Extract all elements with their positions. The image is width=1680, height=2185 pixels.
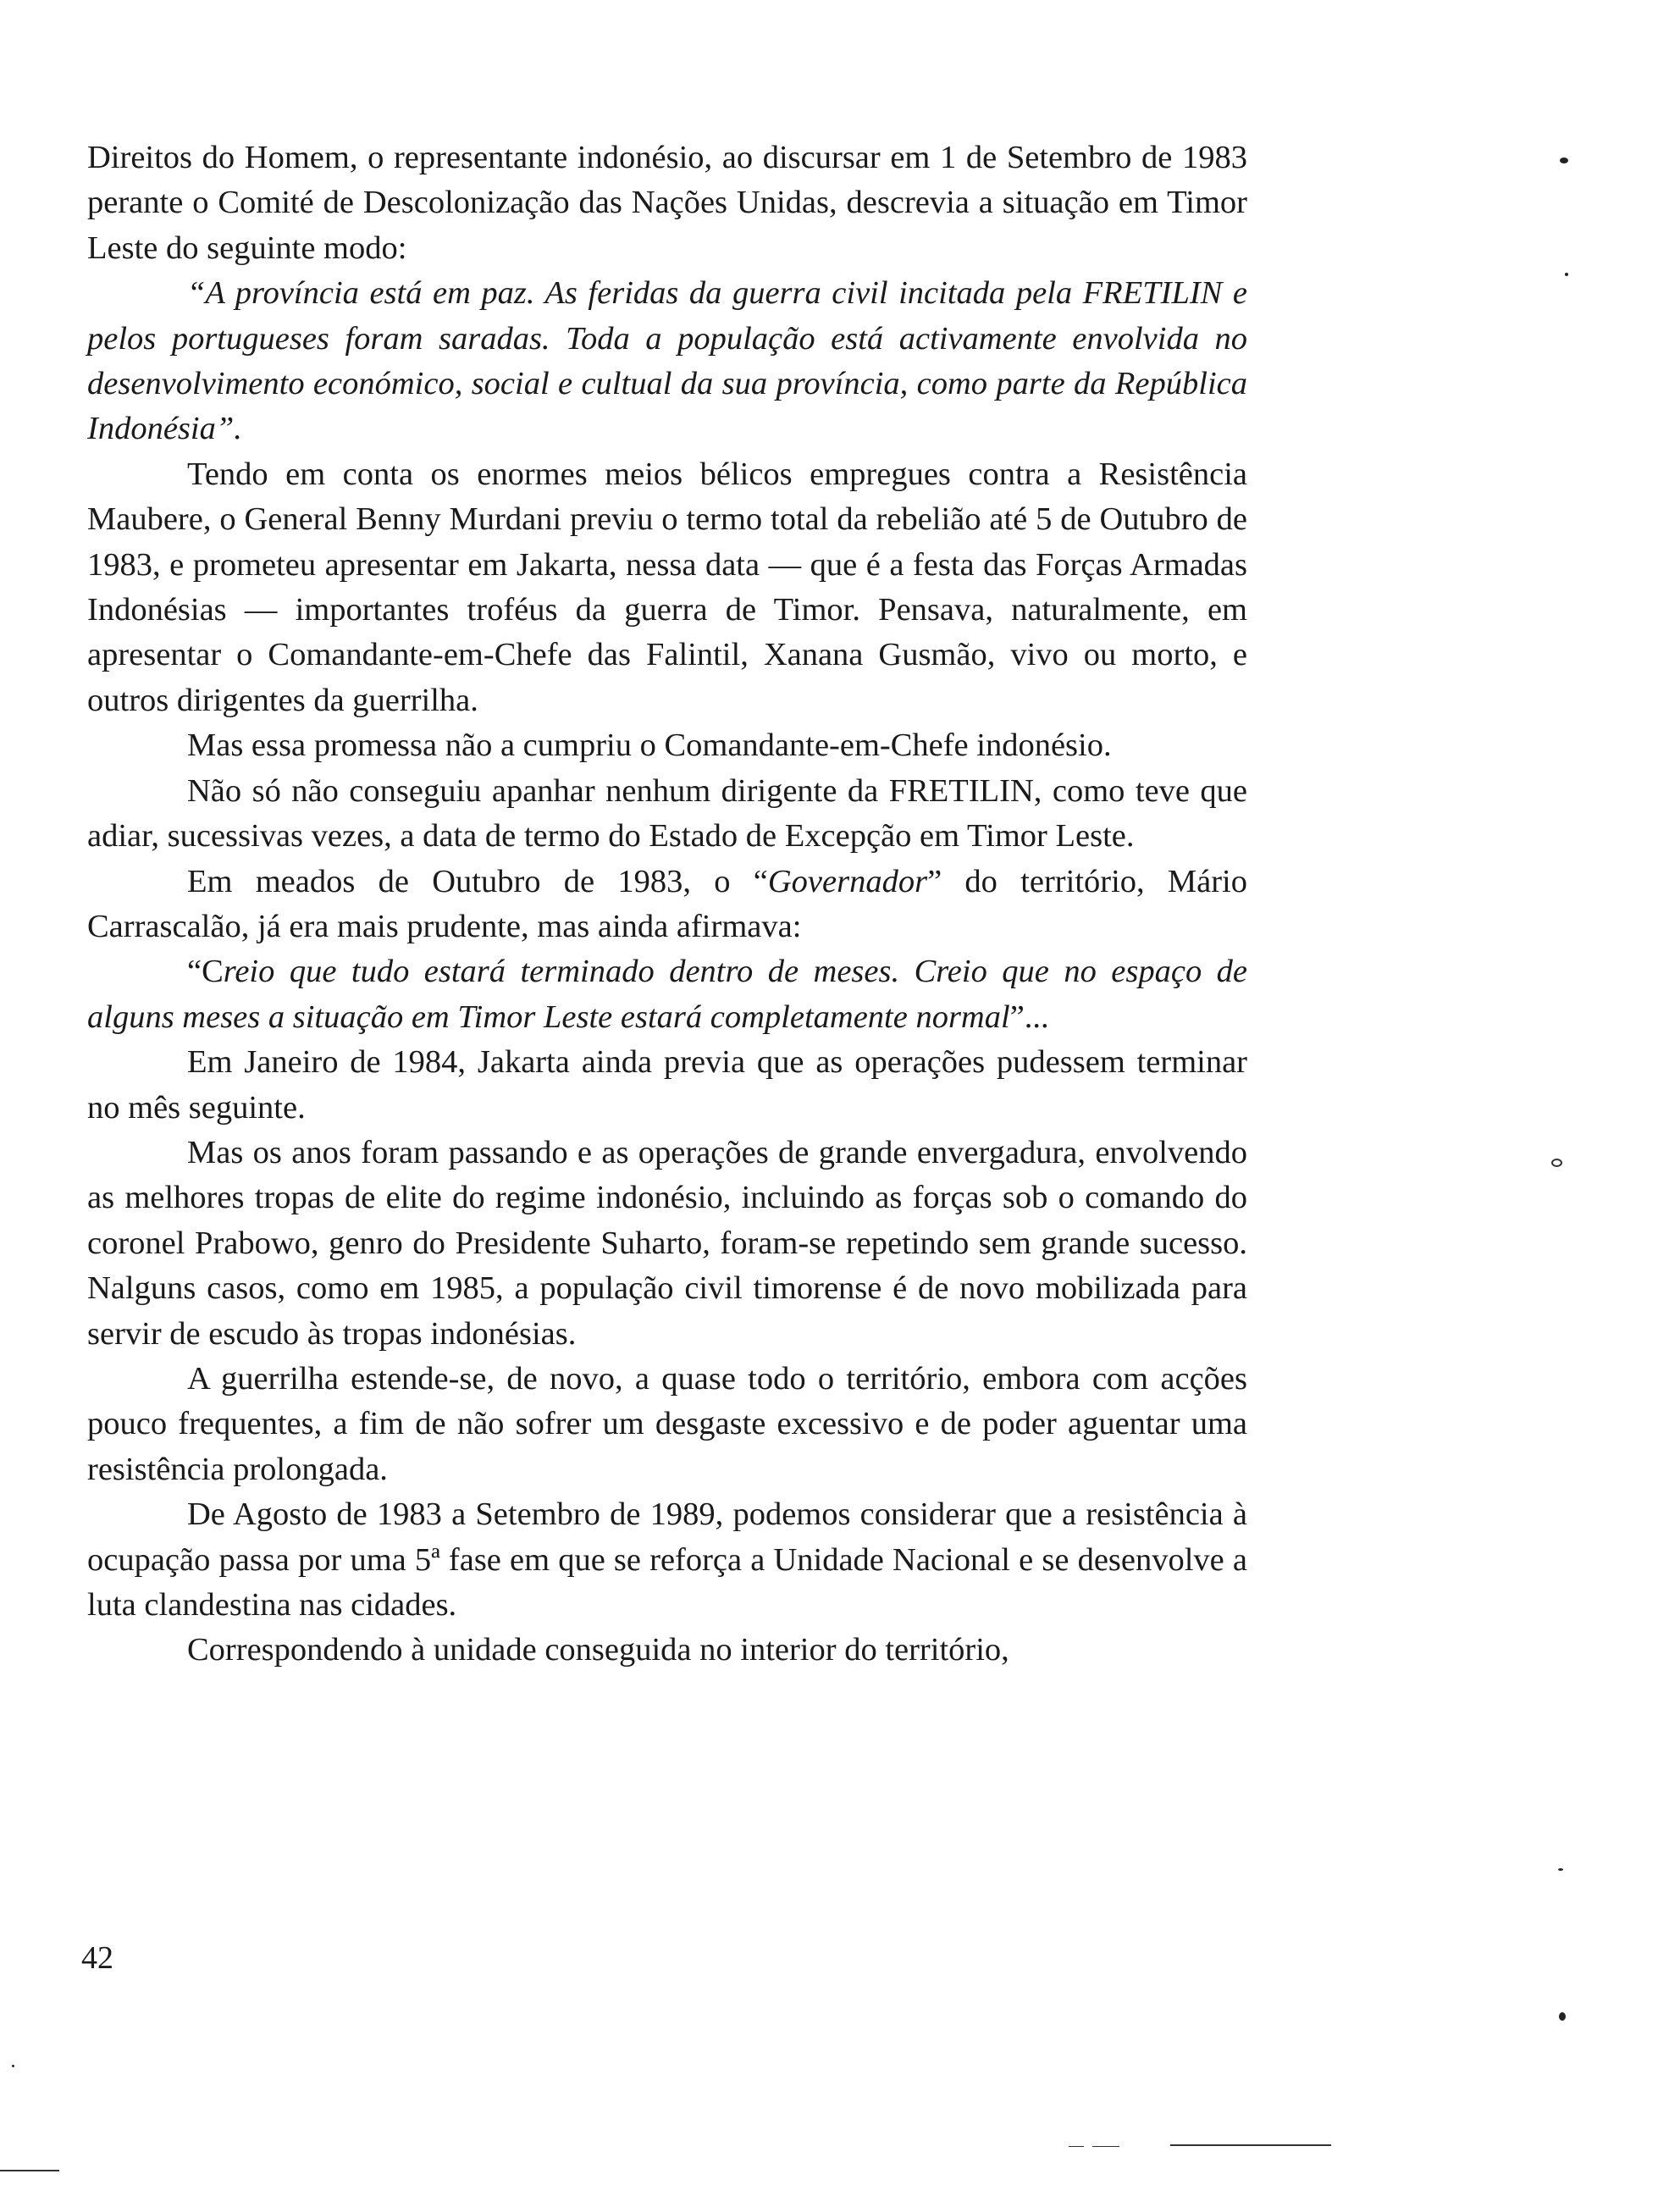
governor-text-after: ” do território, Mário Carrascalão, já era mais prudente, mas ainda afirmava: (87, 863, 1248, 944)
paragraph-promise: Mas essa promessa não a cumpriu o Comandante-em-Chefe indonésio. (187, 727, 1112, 764)
governor-text-before: Em meados de Outubro de 1983, o “ (187, 863, 768, 899)
quotation-indonesian-representative: “A província está em paz. As feridas da guerra civil incitada pela FRETILIN e pelos portugueses foram saradas. Toda a população está activamente envolvida no desenvolvimento económico, social e cultual da sua província, como parte da República Indonésia”. (87, 275, 1247, 447)
scan-speck (1551, 1159, 1562, 1167)
paragraph-fretilin-leaders: Não só não conseguiu apanhar nenhum dirigente da FRETILIN, como teve que adiar, sucessivas vezes, a data de termo do Estado de Excepção em Timor Leste. (87, 772, 1247, 855)
scan-speck (1565, 273, 1568, 276)
paragraph-governor (87, 860, 1247, 950)
scan-edge-line (0, 2170, 59, 2171)
paragraph-january-1984: Em Janeiro de 1984, Jakarta ainda previa que as operações pudessem terminar no mês seguinte. (87, 1044, 1247, 1126)
body-text (87, 136, 1247, 1673)
scan-edge-line (1069, 2146, 1084, 2147)
scan-speck (12, 2065, 14, 2067)
paragraph-continuation: Direitos do Homem, o representante indonésio, ao discursar em 1 de Setembro de 1983 perante o Comité de Descolonização das Nações Unidas, descrevia a situação em Timor Leste do seguinte modo: (87, 140, 1247, 266)
page-number: 42 (81, 1940, 113, 1976)
quote-close: ”... (1009, 998, 1049, 1035)
scan-speck (1558, 1868, 1563, 1871)
paragraph-unity: Correspondendo à unidade conseguida no interior do território, (187, 1632, 1009, 1668)
quote-open: “C (187, 954, 224, 990)
scan-speck (1560, 158, 1568, 163)
paragraph-fifth-phase: De Agosto de 1983 a Setembro de 1989, podemos considerar que a resistência à ocupação passa por uma 5ª fase em que se reforça a Unidade Nacional e se desenvolve a luta clandestina nas cidades. (87, 1496, 1247, 1623)
scan-speck (1559, 2012, 1566, 2021)
paragraph-operations: Mas os anos foram passando e as operações de grande envergadura, envolvendo as melhores tropas de elite do regime indonésio, incluindo as forças sob o comando do coronel Prabowo, genro do Presidente Suharto, foram-se repetindo sem grande sucesso. Nalguns casos, como em 1985, a população civil timorense é de novo mobilizada para servir de escudo às tropas indonésias. (87, 1134, 1247, 1352)
scan-edge-line (1170, 2144, 1331, 2146)
quote-italic: reio que tudo estará terminado dentro de meses. Creio que no espaço de alguns meses a situação em Timor Leste estará completamente normal (87, 954, 1247, 1035)
scan-edge-line (1092, 2146, 1119, 2147)
paragraph-guerrilla: A guerrilha estende-se, de novo, a quase todo o território, embora com acções pouco frequentes, a fim de não sofrer um desgaste excessivo e de poder aguentar uma resistência prolongada. (87, 1360, 1247, 1487)
quotation-carrascalao (87, 949, 1247, 1040)
governor-italic: Governador (767, 863, 928, 899)
paragraph-murdani: Tendo em conta os enormes meios bélicos empregues contra a Resistência Maubere, o General Benny Murdani previu o termo total da rebelião até 5 de Outubro de 1983, e prometeu apresentar em Jakarta, nessa data — que é a festa das Forças Armadas Indonésias — importantes troféus da guerra de Timor. Pensava, naturalmente, em apresentar o Comandante-em-Chefe das Falintil, Xanana Gusmão, vivo ou morto, e outros dirigentes da guerrilha. (87, 456, 1247, 718)
